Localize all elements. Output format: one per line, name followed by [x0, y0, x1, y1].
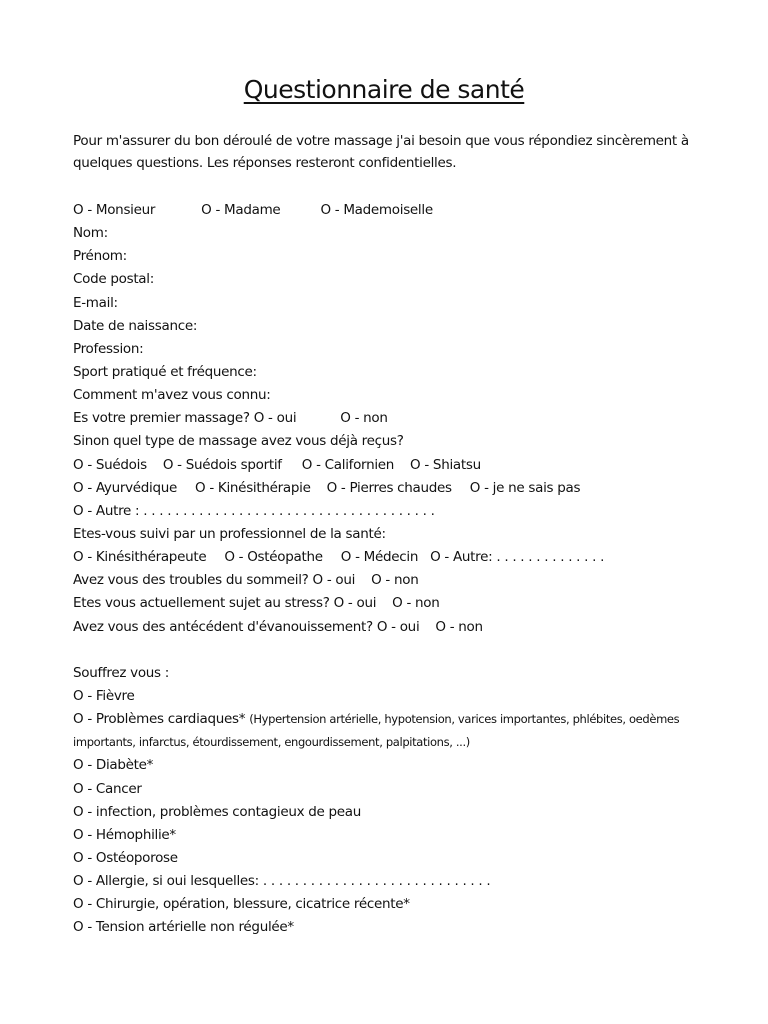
option-diabete[interactable]: O - Diabète*	[73, 757, 154, 774]
field-code-postal[interactable]: Code postal:	[73, 271, 154, 288]
sommeil-row	[73, 569, 693, 592]
civilite-row	[73, 199, 693, 222]
option-tension[interactable]: O - Tension artérielle non régulée*	[73, 919, 294, 936]
field-nom[interactable]: Nom:	[73, 225, 108, 242]
option-osteoporose[interactable]: O - Ostéoporose	[73, 849, 178, 866]
option-autre-massage[interactable]: O - Autre : . . . . . . . . . . . . . . . . . . . . . . . . . . . . . . . . . . . . .	[73, 502, 435, 519]
type-massage-row-1	[73, 454, 693, 477]
professionnel-question: Etes-vous suivi par un professionnel de la santé:	[73, 525, 386, 542]
option-autre-pro[interactable]: O - Autre: . . . . . . . . . . . . . .	[430, 549, 605, 566]
option-mademoiselle[interactable]: O - Mademoiselle	[320, 202, 433, 218]
evanouissement-question: Avez vous des antécédent d'évanouissement?	[73, 618, 373, 635]
type-massage-row-2	[73, 477, 693, 500]
field-email[interactable]: E-mail:	[73, 294, 118, 311]
evanouissement-row	[73, 616, 693, 639]
option-ayurvedique[interactable]: O - Ayurvédique	[73, 479, 178, 496]
cardiaques-detail: (Hypertension artérielle, hypotension, varices importantes, phlébites, oedèmes importants, infarctus, étourdissement, engourdissement, palpitations, ...)	[73, 711, 680, 750]
stress-row	[73, 592, 693, 615]
stress-question: Etes vous actuellement sujet au stress?	[73, 595, 330, 612]
option-cancer[interactable]: O - Cancer	[73, 780, 142, 797]
option-chirurgie[interactable]: O - Chirurgie, opération, blessure, cicatrice récente*	[73, 896, 410, 913]
option-madame[interactable]: O - Madame	[201, 202, 281, 218]
sommeil-question: Avez vous des troubles du sommeil?	[73, 572, 309, 589]
sommeil-non[interactable]: O - non	[371, 572, 419, 589]
premier-massage-non[interactable]: O - non	[340, 410, 388, 427]
option-medecin[interactable]: O - Médecin	[340, 549, 419, 566]
premier-massage-question: Es votre premier massage?	[73, 410, 250, 427]
questionnaire-body	[73, 130, 693, 939]
stress-oui[interactable]: O - oui	[333, 595, 377, 612]
option-ne-sais-pas[interactable]: O - je ne sais pas	[469, 479, 581, 496]
professionnel-row	[73, 546, 693, 569]
cardiaques-item	[73, 708, 693, 754]
field-prenom[interactable]: Prénom:	[73, 248, 127, 265]
field-connu[interactable]: Comment m'avez vous connu:	[73, 387, 271, 404]
option-suedois[interactable]: O - Suédois	[73, 456, 147, 473]
type-massage-question: Sinon quel type de massage avez vous déjà reçus?	[73, 433, 404, 450]
option-shiatsu[interactable]: O - Shiatsu	[410, 456, 481, 473]
premier-massage-oui[interactable]: O - oui	[253, 410, 297, 427]
evanouissement-oui[interactable]: O - oui	[376, 618, 420, 635]
option-allergie[interactable]: O - Allergie, si oui lesquelles: . . . . . . . . . . . . . . . . . . . . . . . . . . . . .	[73, 873, 491, 890]
option-pierres-chaudes[interactable]: O - Pierres chaudes	[326, 479, 452, 496]
option-hemophilie[interactable]: O - Hémophilie*	[73, 826, 176, 843]
option-monsieur[interactable]: O - Monsieur	[73, 202, 156, 218]
option-californien[interactable]: O - Californien	[301, 456, 395, 473]
intro-text: Pour m'assurer du bon déroulé de votre massage j'ai besoin que vous répondiez sincèrement à quelques questions. Les réponses resteront confidentielles.	[73, 133, 689, 171]
evanouissement-non[interactable]: O - non	[435, 618, 483, 635]
option-kine[interactable]: O - Kinésithérapeute	[73, 549, 207, 566]
option-infection[interactable]: O - infection, problèmes contagieux de peau	[73, 803, 362, 820]
option-fievre[interactable]: O - Fièvre	[73, 687, 135, 704]
stress-non[interactable]: O - non	[392, 595, 440, 612]
souffrez-question: Souffrez vous :	[73, 664, 170, 681]
option-cardiaques[interactable]: O - Problèmes cardiaques*	[73, 710, 246, 727]
premier-massage-row	[73, 407, 693, 430]
option-suedois-sportif[interactable]: O - Suédois sportif	[162, 456, 282, 473]
field-date-naissance[interactable]: Date de naissance:	[73, 317, 198, 334]
page-title: Questionnaire de santé	[243, 75, 525, 104]
option-kinesitherapie[interactable]: O - Kinésithérapie	[195, 479, 311, 496]
field-profession[interactable]: Profession:	[73, 340, 144, 357]
field-sport[interactable]: Sport pratiqué et fréquence:	[73, 363, 257, 380]
sommeil-oui[interactable]: O - oui	[312, 572, 356, 589]
option-osteo[interactable]: O - Ostéopathe	[224, 549, 323, 566]
